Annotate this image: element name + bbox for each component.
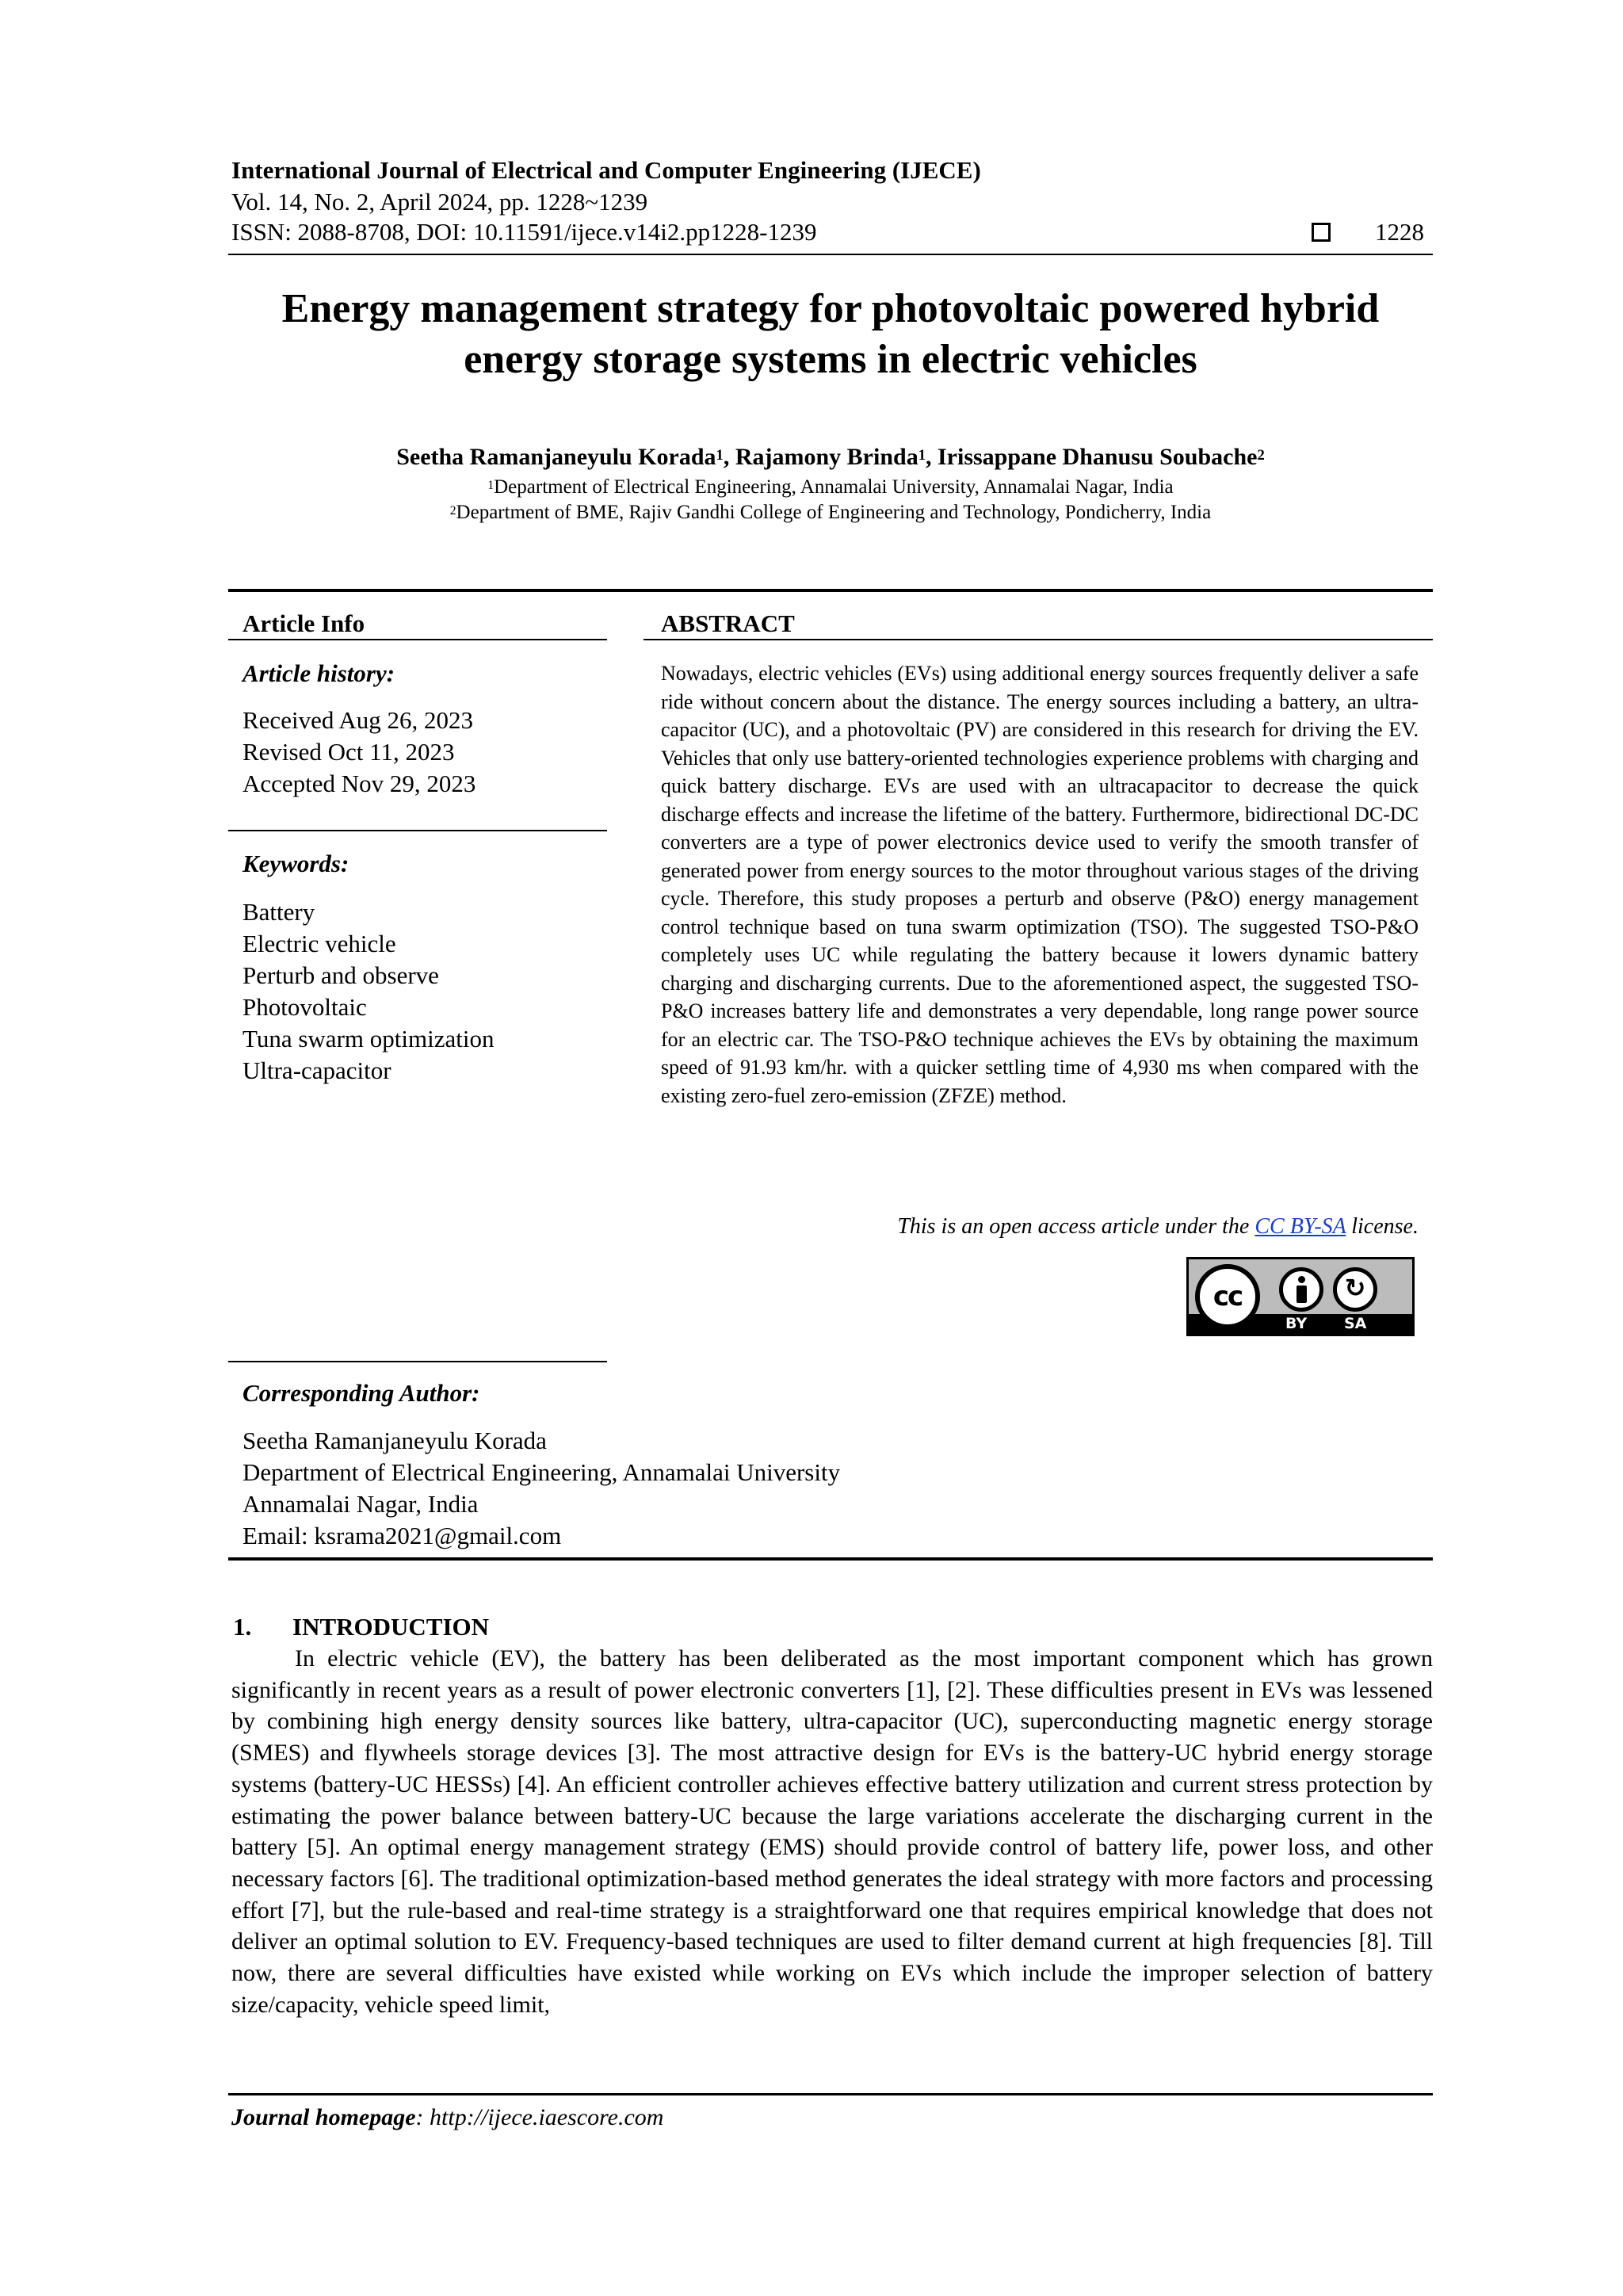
keywords-heading: Keywords: <box>242 850 349 877</box>
corresponding-location: Annamalai Nagar, India <box>242 1490 479 1518</box>
article-info-heading: Article Info <box>242 609 365 637</box>
title-line-1: Energy management strategy for photovoltaic powered hybrid <box>281 286 1380 331</box>
open-access-statement <box>897 1213 1419 1241</box>
author-name: Rajamony Brinda <box>735 444 918 470</box>
journal-name: International Journal of Electrical and Computer Engineering (IJECE) <box>231 156 981 184</box>
affil-sup: 2 <box>449 504 456 518</box>
author-separator: , <box>723 444 735 470</box>
license-prefix: This is an open access article under the <box>897 1214 1255 1239</box>
history-heading: Article history: <box>242 659 395 687</box>
intro-heading: INTRODUCTION <box>292 1613 490 1641</box>
keyword-item: Photovoltaic <box>242 993 367 1021</box>
volume-info: Vol. 14, No. 2, April 2024, pp. 1228~1239 <box>231 188 648 216</box>
affil-sup: 1 <box>487 479 495 492</box>
abstract-text: Nowadays, electric vehicles (EVs) using additional energy sources frequently deliver a safe ride without concern about the distance. The energy sources including a battery, an ultra-capacitor (UC), and a photovoltaic (PV) are considered in this research for driving the EV. Vehicles that only use battery-oriented technologies experience problems with charging and quick battery discharge. EVs are used with an ultracapacitor to decrease the quick discharge effects and increase the lifetime of the battery. Furthermore, bidirectional DC-DC converters are a type of power electronics device used to verify the smooth transfer of generated power from energy sources to the motor throughout various stages of the driving cycle. Therefore, this study proposes a perturb and observe (P&O) energy management control technique based on tuna swarm optimization (TSO). The suggested TSO-P&O completely uses UC while regulating the battery because it lowers dynamic battery charging and discharging currents. Due to the aforementioned aspect, the suggested TSO-P&O increases battery life and demonstrates a very dependable, long range power source for an electric car. The TSO-P&O technique achieves the EVs by obtaining the maximum speed of 91.93 km/hr. with a quicker settling time of 4,930 ms when compared with the existing zero-fuel zero-emission (ZFZE) method. <box>661 662 1419 1107</box>
intro-paragraph: In electric vehicle (EV), the battery has been deliberated as the most important component which has grown significantly in recent years as a result of power electronic converters [1], [2]. These difficulties present in EVs was lessened by combining high energy density sources like battery, ultra-capacitor (UC), superconducting magnetic energy storage (SMES) and flywheels storage devices [3]. The most attractive design for EVs is the battery-UC hybrid energy storage systems (battery-UC HESSs) [4]. An efficient controller achieves effective battery utilization and current stress protection by estimating the power balance between battery-UC because the large variations accelerate the discharging current in the battery [5]. An optimal energy management strategy (EMS) should provide control of battery life, power loss, and other necessary factors [6]. The traditional optimization-based method generates the ideal strategy with more factors and processing effort [7], but the rule-based and real-time strategy is a straightforward one that requires empirical knowledge that does not deliver an optimal solution to EV. Frequency-based techniques are used to filter demand current at high frequencies [8]. Till now, there are several difficulties have existed while working on EVs which include the improper selection of battery size/capacity, vehicle speed limit, <box>231 1645 1433 2018</box>
keywords-rule <box>228 830 607 831</box>
paper-title <box>228 284 1433 385</box>
affiliation-1 <box>228 475 1433 500</box>
attribution-person-icon <box>1279 1267 1323 1312</box>
homepage-url[interactable]: : http://ijece.iaescore.com <box>415 2104 664 2130</box>
journal-homepage <box>231 2103 663 2133</box>
history-revised: Revised Oct 11, 2023 <box>242 738 455 766</box>
author-affil-sup: 1 <box>918 447 926 464</box>
badge-by-label: BY <box>1285 1315 1308 1332</box>
intro-body <box>231 1643 1433 2020</box>
author-name: Irissappane Dhanusu Soubache <box>938 444 1258 470</box>
abstract-rule <box>643 639 1433 640</box>
checkbox-square-icon <box>1312 223 1331 242</box>
issn-doi: ISSN: 2088-8708, DOI: 10.11591/ijece.v14i2.pp1228-1239 <box>231 218 817 246</box>
author-list <box>228 442 1433 472</box>
history-received: Received Aug 26, 2023 <box>242 706 474 734</box>
keyword-item: Ultra-capacitor <box>242 1056 391 1084</box>
keyword-item: Electric vehicle <box>242 930 396 957</box>
keyword-item: Tuna swarm optimization <box>242 1025 495 1052</box>
affil-text: Department of Electrical Engineering, Annamalai University, Annamalai Nagar, India <box>494 476 1174 498</box>
corresponding-details <box>242 1425 840 1552</box>
intro-number: 1. <box>233 1613 252 1641</box>
corresponding-heading: Corresponding Author: <box>242 1379 480 1407</box>
abstract-heading: ABSTRACT <box>661 609 795 637</box>
info-bottom-rule <box>228 1557 1433 1561</box>
author-name: Seetha Ramanjaneyulu Korada <box>396 444 716 470</box>
keyword-item: Perturb and observe <box>242 961 439 989</box>
affiliation-2 <box>228 500 1433 525</box>
page-number: 1228 <box>1375 218 1424 246</box>
cc-logo-icon: cc <box>1195 1264 1260 1329</box>
corresponding-department: Department of Electrical Engineering, Annamalai University <box>242 1458 841 1486</box>
history-accepted: Accepted Nov 29, 2023 <box>242 770 476 797</box>
corresponding-email: Email: ksrama2021@gmail.com <box>242 1522 562 1549</box>
history-list <box>242 705 475 800</box>
affil-text: Department of BME, Rajiv Gandhi College of Engineering and Technology, Pondicherry, India <box>456 502 1212 523</box>
cc-by-sa-link[interactable]: CC BY-SA <box>1254 1214 1346 1239</box>
homepage-label: Journal homepage <box>231 2104 416 2130</box>
author-affil-sup: 2 <box>1257 447 1265 464</box>
title-line-2: energy storage systems in electric vehicles <box>464 337 1197 382</box>
badge-sa-label: SA <box>1344 1315 1367 1332</box>
article-info-rule <box>228 639 607 640</box>
footer-rule <box>228 2093 1433 2095</box>
keywords-list <box>242 896 494 1087</box>
cc-by-sa-badge[interactable] <box>1186 1257 1415 1336</box>
keyword-item: Battery <box>242 898 315 926</box>
license-suffix: license. <box>1346 1214 1419 1239</box>
share-alike-icon: ↻ <box>1333 1267 1377 1312</box>
corresponding-name: Seetha Ramanjaneyulu Korada <box>242 1427 547 1454</box>
header-rule <box>228 254 1433 255</box>
info-top-rule <box>228 589 1433 592</box>
corresponding-rule <box>228 1361 607 1362</box>
author-separator: , <box>926 444 938 470</box>
author-affil-sup: 1 <box>716 447 724 464</box>
